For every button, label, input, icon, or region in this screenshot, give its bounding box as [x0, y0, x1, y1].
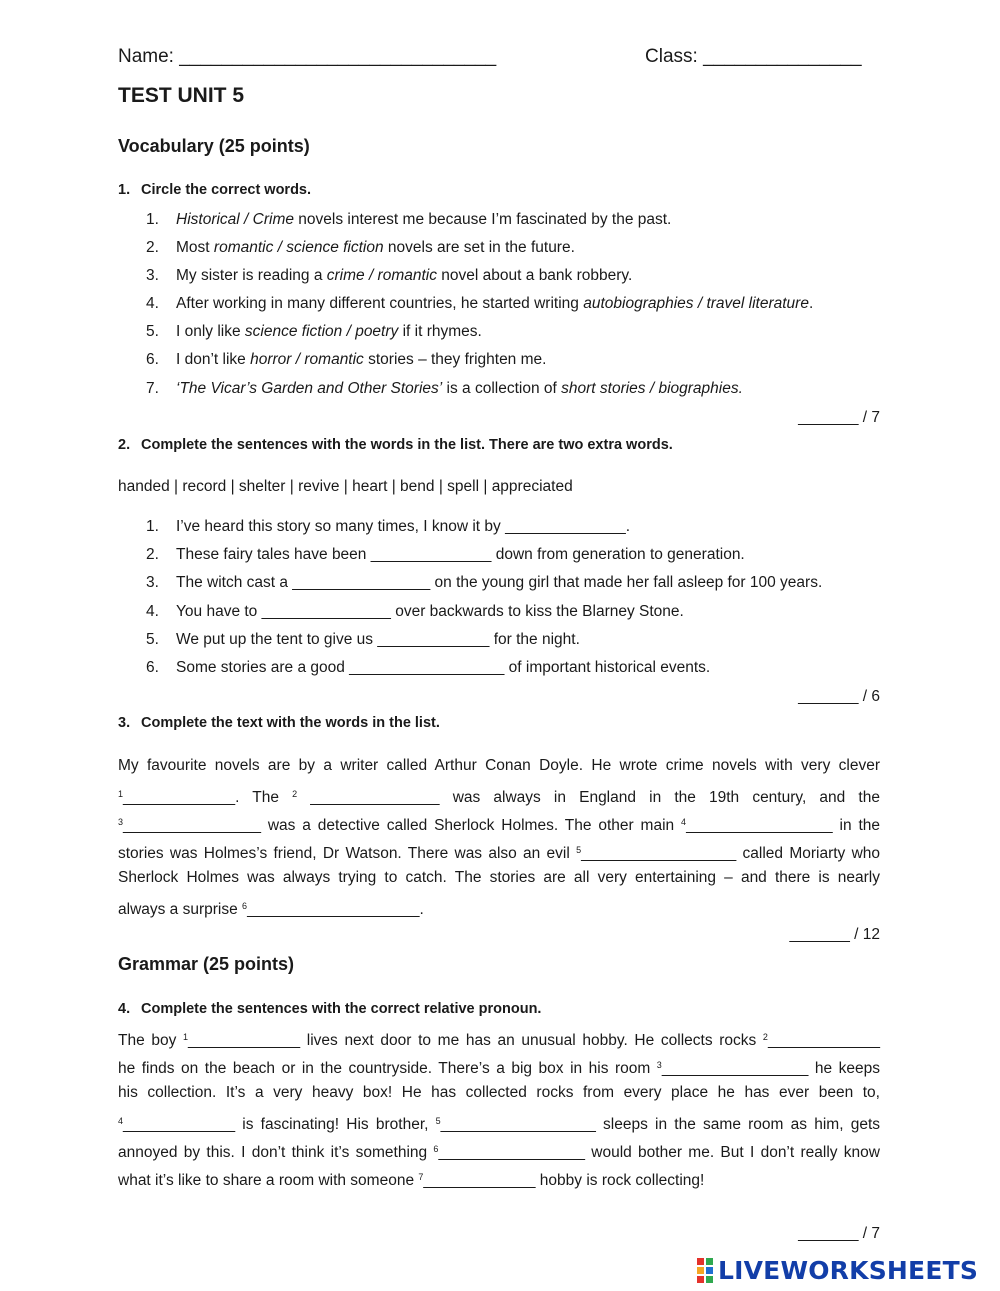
text-segment: _________________ in the [686, 817, 880, 834]
item-text: We put up the tent to give us _____________ for the night. [176, 631, 580, 648]
item-text-after: stories – they frighten me. [363, 351, 547, 368]
list-item [146, 239, 575, 257]
text-segment: _______________ was always in England in the 19th century, and the [297, 789, 880, 806]
item-options: horror / romantic [250, 351, 364, 368]
task-number: 3. [118, 715, 131, 731]
list-item [146, 603, 684, 621]
text-line [118, 1051, 880, 1079]
task-4-text [118, 1023, 880, 1191]
list-item [146, 518, 630, 536]
item-text-after: novels interest me because I’m fascinated by the past. [293, 211, 672, 228]
text-segment: __________________ sleeps in the same room as him, gets [440, 1116, 880, 1133]
item-number: 4. [146, 295, 159, 312]
list-item [146, 631, 580, 649]
task-4-instruction [118, 1001, 541, 1017]
blank-number: 7 [418, 1172, 424, 1182]
text-line [118, 752, 880, 780]
word-list: handed | record | shelter | revive | heart | bend | spell | appreciated [118, 478, 573, 495]
text-segment: ____________________. [247, 901, 424, 918]
text-segment: his collection. It’s a very heavy box! He has collected rocks from every place he has ever been to, [118, 1084, 880, 1101]
item-text: The witch cast a ________________ on the young girl that made her fall asleep for 100 years. [176, 574, 823, 591]
page-title: TEST UNIT 5 [118, 84, 245, 107]
logo-square [697, 1276, 704, 1283]
blank-number: 4 [681, 817, 687, 827]
task-3-instruction [118, 715, 440, 731]
item-number: 5. [146, 631, 159, 648]
logo-square [706, 1276, 713, 1283]
class-field-label: Class: _______________ [645, 46, 862, 67]
text-line [118, 1163, 880, 1191]
task-3-score: _______ / 12 [789, 926, 880, 943]
blank-number: 3 [656, 1060, 662, 1070]
list-item [146, 659, 710, 677]
text-line [118, 864, 880, 892]
blank-number: 3 [118, 817, 124, 827]
blank-number: 2 [762, 1032, 768, 1042]
liveworksheets-logo [697, 1255, 978, 1285]
item-options: autobiographies / travel literature [583, 295, 809, 312]
text-segment: __________________ called Moriarty who [581, 845, 880, 862]
task-2-instruction [118, 437, 673, 453]
list-item [146, 351, 546, 369]
name-field-label: Name: ______________________________ [118, 46, 497, 67]
task-instruction: Complete the sentences with the words in the list. There are two extra words. [141, 437, 673, 453]
item-number: 4. [146, 603, 159, 620]
item-number: 6. [146, 659, 159, 676]
text-segment: always a surprise [118, 901, 243, 918]
list-item [146, 267, 632, 285]
list-item [146, 295, 813, 313]
text-line [118, 1107, 880, 1135]
task-number: 1. [118, 182, 131, 198]
blank-number: 1 [118, 789, 124, 799]
text-line [118, 1023, 880, 1051]
text-line [118, 808, 880, 836]
item-text-before: Most [176, 239, 214, 256]
logo-square [697, 1267, 704, 1274]
text-segment: My favourite novels are by a writer called Arthur Conan Doyle. He wrote crime novels with very clever [118, 757, 880, 774]
task-1-instruction [118, 182, 311, 198]
text-segment: _____________ hobby is rock collecting! [423, 1172, 705, 1189]
item-text: Some stories are a good __________________ of important historical events. [176, 659, 711, 676]
item-text-before: I only like [176, 323, 245, 340]
vocabulary-heading: Vocabulary (25 points) [118, 136, 310, 156]
blank-number: 1 [183, 1032, 189, 1042]
task-3-text [118, 752, 880, 920]
list-item [146, 546, 745, 564]
text-segment: Sherlock Holmes was always trying to catch. The stories are all very entertaining – and there is nearly [118, 869, 880, 886]
text-segment: _________________ would bother me. But I don’t really know [438, 1144, 880, 1161]
logo-icon [697, 1258, 713, 1283]
text-segment: The boy [118, 1032, 184, 1049]
task-instruction: Complete the text with the words in the list. [141, 715, 440, 731]
item-options: Historical / Crime [176, 211, 294, 228]
blank-number: 6 [242, 901, 248, 911]
text-segment: he finds on the beach or in the countryside. There’s a big box in his room [118, 1060, 657, 1077]
text-segment: stories was Holmes’s friend, Dr Watson. There was also an evil [118, 845, 577, 862]
blank-number: 6 [433, 1144, 439, 1154]
item-options: science fiction / poetry [244, 323, 399, 340]
blank-number: 5 [435, 1116, 441, 1126]
item-text: I’ve heard this story so many times, I know it by ______________. [176, 518, 631, 535]
text-segment: _____________ is fascinating! His brother, [123, 1116, 436, 1133]
list-item [146, 380, 743, 398]
text-segment: _____________ lives next door to me has an unusual hobby. He collects rocks [188, 1032, 763, 1049]
blank-number: 4 [118, 1116, 124, 1126]
item-number: 5. [146, 323, 159, 340]
text-line [118, 1079, 880, 1107]
list-item [146, 574, 822, 592]
list-item [146, 323, 482, 341]
logo-text: LIVEWORKSHEETS [718, 1255, 979, 1285]
text-line [118, 836, 880, 864]
item-text-after: novel about a bank robbery. [437, 267, 633, 284]
blank-number: 5 [576, 845, 582, 855]
blank-number: 2 [292, 789, 298, 799]
item-number: 2. [146, 546, 159, 563]
task-1-score: _______ / 7 [798, 409, 880, 426]
item-number: 6. [146, 351, 159, 368]
item-text-before: After working in many different countries, he started writing [176, 295, 584, 312]
item-number: 2. [146, 239, 159, 256]
grammar-heading: Grammar (25 points) [118, 954, 295, 974]
task-number: 4. [118, 1001, 131, 1017]
item-text-after: if it rhymes. [398, 323, 482, 340]
item-number: 1. [146, 518, 159, 535]
item-text: You have to _______________ over backwards to kiss the Blarney Stone. [176, 603, 684, 620]
item-number: 3. [146, 267, 159, 284]
task-2-score: _______ / 6 [798, 688, 880, 705]
item-options: romantic / science fiction [213, 239, 384, 256]
item-text-before: I don’t like [176, 351, 251, 368]
logo-square [706, 1267, 713, 1274]
item-number: 7. [146, 380, 159, 397]
list-item [146, 211, 671, 229]
text-line [118, 892, 880, 920]
text-line [118, 1135, 880, 1163]
text-line [118, 780, 880, 808]
item-options: ‘The Vicar’s Garden and Other Stories’ [176, 380, 443, 397]
item-options: crime / romantic [326, 267, 437, 284]
item-number: 1. [146, 211, 159, 228]
text-segment: _____________ [767, 1032, 881, 1049]
text-segment: _____________. The [123, 789, 293, 806]
item-text-after: . [808, 295, 814, 312]
item-number: 3. [146, 574, 159, 591]
text-segment: annoyed by this. I don’t think it’s something [118, 1144, 434, 1161]
task-4-score: _______ / 7 [798, 1225, 880, 1242]
text-segment: _________________ he keeps [661, 1060, 880, 1077]
task-instruction: Complete the sentences with the correct relative pronoun. [141, 1001, 542, 1017]
item-text-before: My sister is reading a [176, 267, 327, 284]
item-text-after: novels are set in the future. [383, 239, 575, 256]
logo-square [706, 1258, 713, 1265]
item-text: These fairy tales have been ______________ down from generation to generation. [176, 546, 745, 563]
logo-square [697, 1258, 704, 1265]
item-text-after: is a collection of [442, 380, 562, 397]
item-options: short stories / biographies. [561, 380, 743, 397]
task-instruction: Circle the correct words. [141, 182, 312, 198]
text-segment: what it’s like to share a room with someone [118, 1172, 419, 1189]
text-segment: ________________ was a detective called Sherlock Holmes. The other main [123, 817, 682, 834]
task-number: 2. [118, 437, 131, 453]
